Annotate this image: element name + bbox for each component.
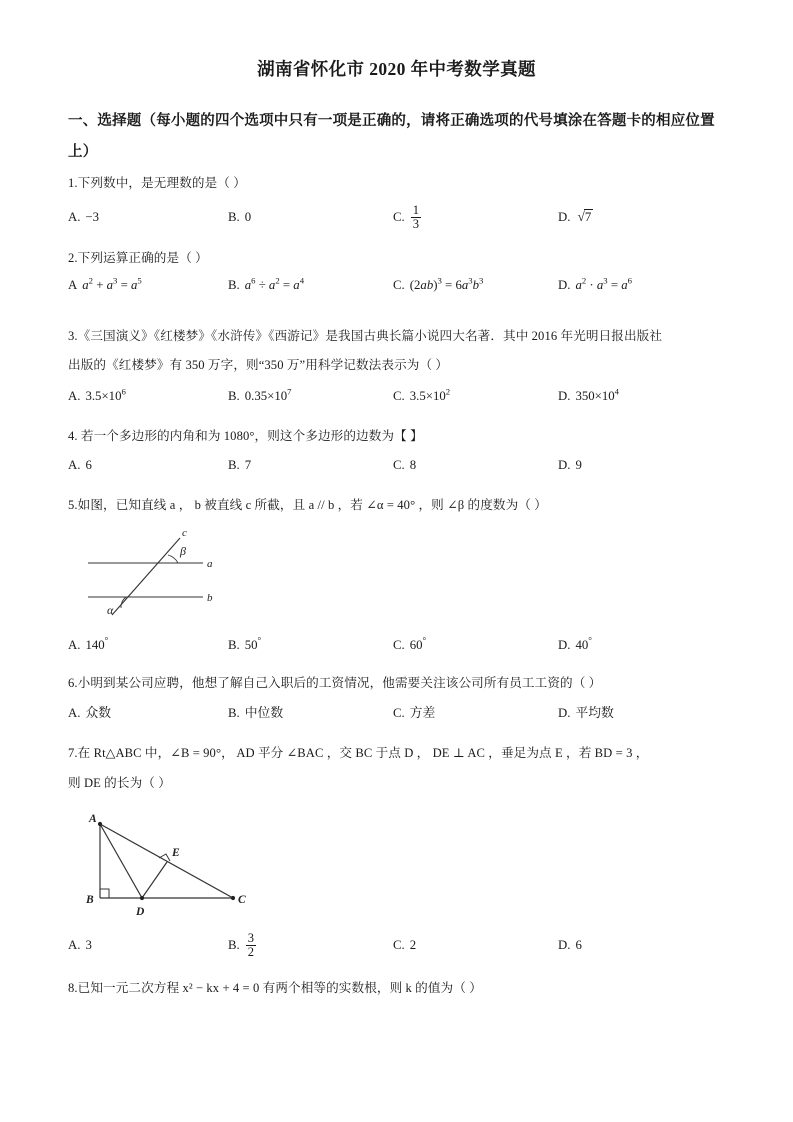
q1-option-d-label: D.	[558, 210, 571, 224]
q3-option-c[interactable]	[393, 383, 450, 409]
q7-stem-text-line2: 则 DE 的长为（ ）	[68, 776, 171, 790]
q1-option-c-value: $\frac{1}{3}$	[412, 203, 420, 231]
q7-option-b-value: $\frac{3}{2}$	[247, 931, 255, 959]
q1-option-d[interactable]	[558, 204, 593, 230]
q7-option-d-value: 6	[575, 938, 582, 952]
q1-option-b[interactable]	[228, 204, 251, 230]
q4-option-d-label: D.	[558, 458, 571, 472]
parallel-lines-figure	[70, 522, 270, 622]
q3-stem-text-line1: 3.《三国演义》《红楼梦》《水浒传》《西游记》是我国古典长篇小说四大名著．其中 2016 年光明日报出版社	[68, 329, 663, 343]
q2-option-c-value: $(2ab)^3 = 6a^3b^3$	[409, 275, 484, 292]
q2-option-a-label: A	[68, 278, 78, 292]
segment-DE	[142, 862, 167, 898]
label-vertex-D: D	[136, 906, 145, 918]
q6-option-a[interactable]	[68, 700, 111, 726]
q6-option-c[interactable]	[393, 700, 435, 726]
question-8-stem	[68, 975, 740, 1001]
q4-option-c-value: 8	[409, 458, 417, 472]
q4-option-d-value: 9	[575, 458, 582, 472]
question-3-stem-line1	[68, 323, 740, 349]
label-angle-alpha: α	[107, 603, 114, 617]
q6-option-b-label: B.	[228, 706, 240, 720]
line-c-transversal	[112, 538, 180, 615]
vertex-D-dot	[140, 896, 144, 900]
q3-option-c-value: $3.5\times 10^2$	[409, 386, 451, 403]
question-3-options	[68, 383, 740, 409]
q5-option-c[interactable]	[393, 632, 426, 658]
label-vertex-C: C	[238, 894, 246, 906]
q2-option-d-label: D.	[558, 278, 571, 292]
q1-option-a-label: A.	[68, 210, 81, 224]
q4-option-a-label: A.	[68, 458, 81, 472]
q7-option-d[interactable]	[558, 932, 582, 958]
q1-option-a-value: −3	[85, 210, 100, 224]
question-3-stem-line2	[68, 352, 740, 378]
q2-option-d[interactable]	[558, 272, 632, 298]
q3-option-d[interactable]	[558, 383, 619, 409]
section-heading: 一、选择题（每小题的四个选项中只有一项是正确的，请将正确选项的代号填涂在答题卡的相应位置上）	[68, 113, 715, 160]
q4-option-c[interactable]	[393, 452, 416, 478]
q5-option-c-label: C.	[393, 638, 405, 652]
q4-option-a[interactable]	[68, 452, 92, 478]
q4-option-d[interactable]	[558, 452, 582, 478]
q7-option-c-label: C.	[393, 938, 405, 952]
q3-option-c-label: C.	[393, 389, 405, 403]
question-2-stem	[68, 245, 740, 271]
q7-option-b-label: B.	[228, 938, 240, 953]
question-6-stem	[68, 670, 740, 696]
q7-option-a[interactable]	[68, 932, 92, 958]
q5-option-a-label: A.	[68, 638, 81, 652]
q6-option-d[interactable]	[558, 700, 614, 726]
q6-option-a-value: 众数	[85, 706, 112, 720]
question-7-options	[68, 932, 740, 962]
vertex-C-dot	[231, 896, 235, 900]
q2-option-b[interactable]	[228, 272, 304, 298]
q5-option-b-label: B.	[228, 638, 240, 652]
q7-option-c-value: 2	[409, 938, 417, 952]
question-7-stem-line1	[68, 740, 740, 766]
q5-option-d[interactable]	[558, 632, 592, 658]
q3-option-d-label: D.	[558, 389, 571, 403]
label-angle-beta: β	[180, 544, 186, 558]
q2-option-a[interactable]	[68, 272, 142, 298]
q6-option-d-label: D.	[558, 706, 571, 720]
q2-option-a-value: $a^2 + a^3 = a^5$	[82, 275, 142, 292]
q1-option-c[interactable]	[393, 204, 422, 231]
q7-stem-text-line1: 7.在 Rt△ABC 中，∠B = 90°， AD 平分 ∠BAC ，交 BC 于点 D ， DE ⊥ AC ，垂足为点 E ，若 BD = 3 ，	[68, 746, 649, 760]
q6-option-c-value: 方差	[409, 706, 436, 720]
q6-stem-text: 6.小明到某公司应聘，他想了解自己入职后的工资情况，他需要关注该公司所有员工工资的（ ）	[68, 676, 602, 690]
right-triangle-figure	[78, 810, 268, 925]
q4-option-b[interactable]	[228, 452, 251, 478]
q7-option-c[interactable]	[393, 932, 416, 958]
q5-option-b-value: 50°	[244, 635, 262, 652]
q7-option-a-label: A.	[68, 938, 81, 952]
q2-option-d-value: $a^2 \cdot a^3 = a^6$	[575, 275, 632, 292]
label-vertex-B: B	[86, 894, 94, 906]
q3-option-a-value: $3.5\times 10^6$	[85, 386, 126, 403]
q8-stem-text: 8.已知一元二次方程 x² − kx + 4 = 0 有两个相等的实数根，则 k 的值为（ ）	[68, 981, 482, 995]
q4-option-a-value: 6	[85, 458, 92, 472]
question-5-stem	[68, 492, 740, 518]
q7-option-d-label: D.	[558, 938, 571, 952]
label-line-b: b	[207, 592, 213, 604]
q3-stem-text-line2: 出版的《红楼梦》有 350 万字，则“350 万”用科学记数法表示为（ ）	[68, 358, 449, 372]
q5-option-d-value: 40°	[575, 635, 592, 652]
q2-stem-text: 2.下列运算正确的是（ ）	[68, 251, 208, 265]
q7-option-a-value: 3	[85, 938, 92, 952]
right-angle-mark-B	[100, 889, 109, 898]
question-6-options	[68, 700, 740, 726]
q5-stem-text: 5.如图，已知直线 a ， b 被直线 c 所截，且 a // b ，若 ∠α = 40° ，则 ∠β 的度数为（ ）	[68, 498, 547, 512]
page-title: 湖南省怀化市 2020 年中考数学真题	[257, 59, 536, 79]
q4-option-b-value: 7	[244, 458, 252, 472]
q5-option-d-label: D.	[558, 638, 571, 652]
q1-option-d-value: √7	[577, 209, 592, 224]
q3-option-a-label: A.	[68, 389, 81, 403]
q1-option-a[interactable]	[68, 204, 99, 230]
q3-option-d-value: $350\times 10^4$	[575, 386, 620, 403]
q3-option-b-value: $0.35\times 10^7$	[244, 386, 292, 403]
label-vertex-A: A	[89, 813, 97, 825]
q2-option-b-label: B.	[228, 278, 240, 292]
q1-option-c-label: C.	[393, 210, 405, 225]
q5-option-b[interactable]	[228, 632, 261, 658]
q1-option-b-label: B.	[228, 210, 240, 224]
label-vertex-E: E	[172, 847, 180, 859]
q1-stem-text: 1.下列数中，是无理数的是（ ）	[68, 176, 246, 190]
q5-option-a-value: 140°	[85, 635, 109, 652]
question-1-stem	[68, 170, 740, 196]
q5-option-c-value: 60°	[409, 635, 427, 652]
q4-option-c-label: C.	[393, 458, 405, 472]
angle-beta-arc	[168, 555, 178, 563]
q2-option-c[interactable]	[393, 272, 483, 298]
label-line-c: c	[182, 527, 187, 539]
question-4-stem	[68, 423, 740, 449]
question-4-options	[68, 452, 740, 478]
q4-option-b-label: B.	[228, 458, 240, 472]
q5-option-a[interactable]	[68, 632, 108, 658]
question-5-options	[68, 632, 740, 658]
side-AC	[100, 824, 233, 898]
label-line-a: a	[207, 558, 213, 570]
q4-stem-text: 4. 若一个多边形的内角和为 1080°，则这个多边形的边数为【 】	[68, 429, 423, 443]
q3-option-b-label: B.	[228, 389, 240, 403]
vertex-A-dot	[98, 822, 102, 826]
q6-option-b-value: 中位数	[244, 706, 284, 720]
q1-option-b-value: 0	[244, 210, 252, 224]
question-7-stem-line2	[68, 770, 740, 796]
parallel-lines-svg	[70, 522, 270, 622]
right-triangle-svg	[78, 810, 268, 925]
q2-option-b-value: $a^6 \div a^2 = a^4$	[244, 275, 305, 292]
q7-option-b[interactable]	[228, 932, 257, 959]
q6-option-a-label: A.	[68, 706, 81, 720]
q6-option-d-value: 平均数	[575, 706, 614, 720]
question-1-options	[68, 204, 740, 230]
q6-option-c-label: C.	[393, 706, 405, 720]
q3-option-b[interactable]	[228, 383, 292, 409]
question-2-options	[68, 272, 740, 298]
q2-option-c-label: C.	[393, 278, 405, 292]
q3-option-a[interactable]	[68, 383, 126, 409]
q6-option-b[interactable]	[228, 700, 283, 726]
